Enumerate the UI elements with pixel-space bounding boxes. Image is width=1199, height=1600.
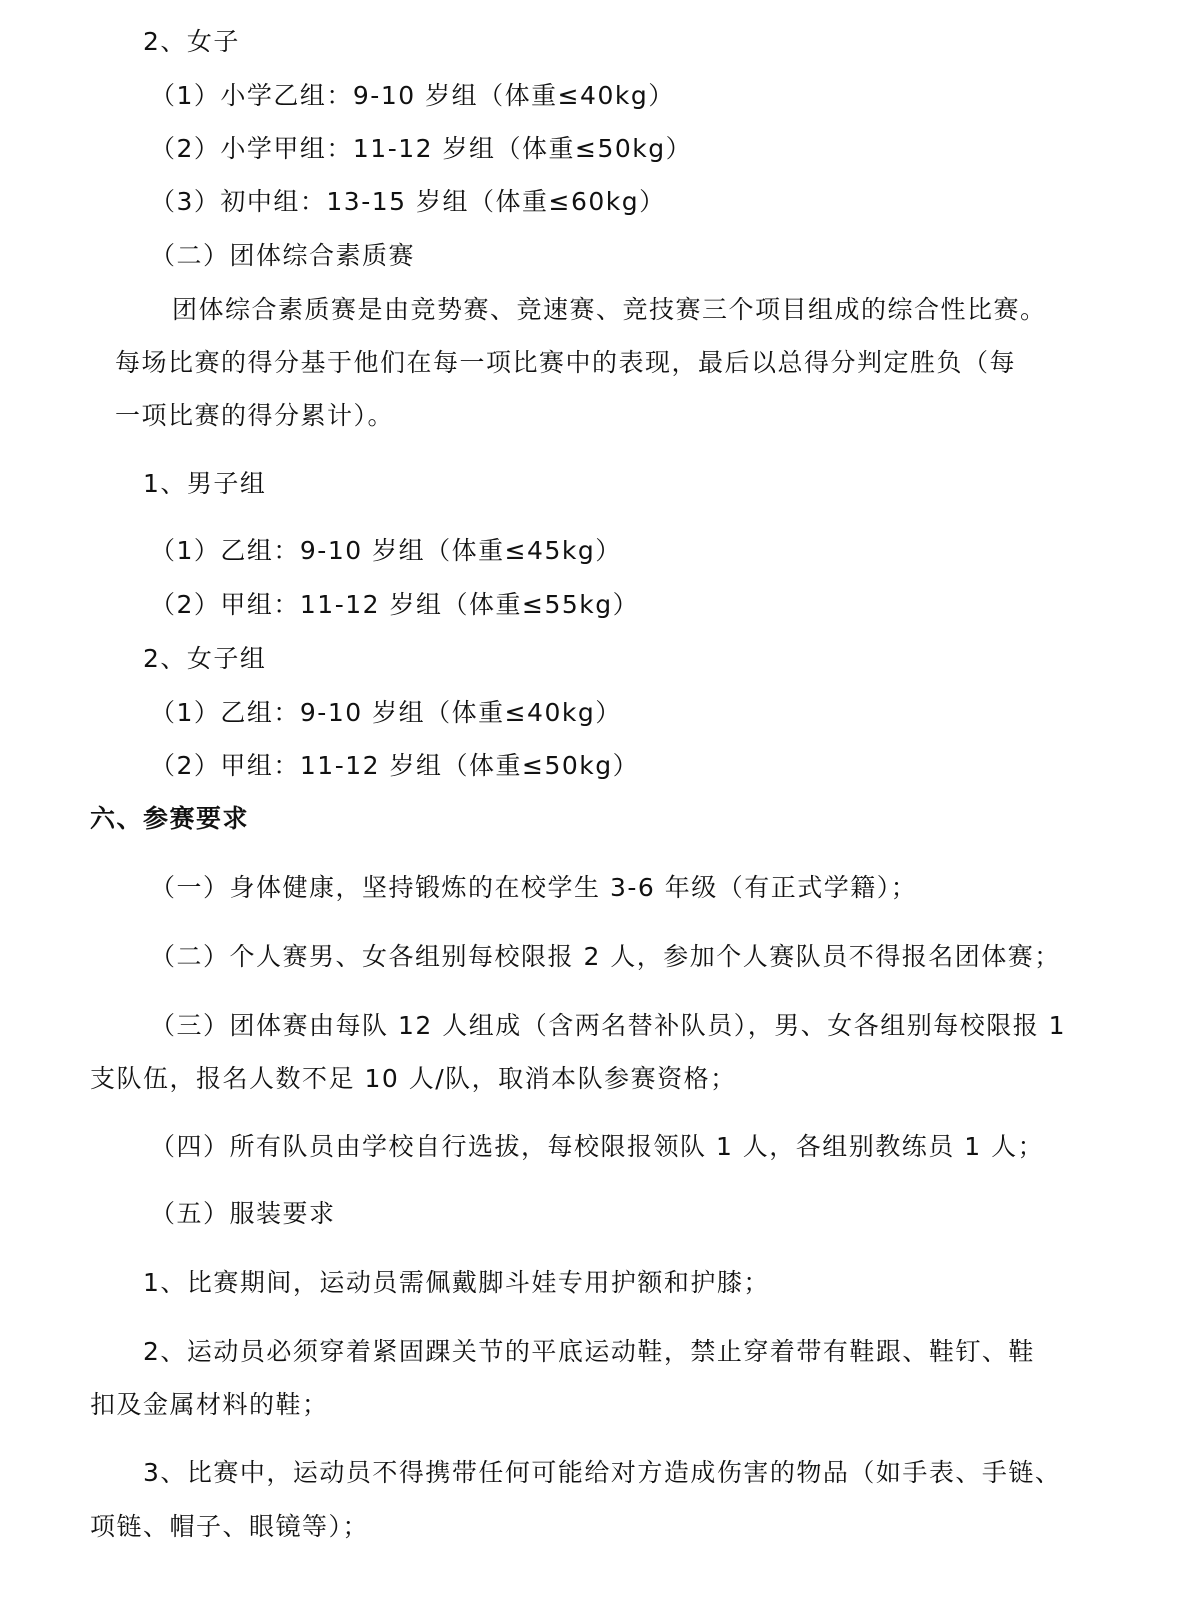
list-item: （2）甲组：11-12 岁组（体重≤55kg） <box>150 590 640 619</box>
clothing-item-continued: 项链、帽子、眼镜等）； <box>90 1512 370 1541</box>
subsection-title-clothing: （五）服装要求 <box>150 1199 336 1228</box>
clothing-item: 1、比赛期间，运动员需佩戴脚斗娃专用护额和护膝； <box>143 1268 770 1297</box>
list-item: （2）甲组：11-12 岁组（体重≤50kg） <box>150 751 640 780</box>
section-title-male-group: 1、男子组 <box>143 469 267 498</box>
clothing-item: 2、运动员必须穿着紧固踝关节的平底运动鞋，禁止穿着带有鞋跟、鞋钉、鞋 <box>143 1337 1035 1366</box>
list-item: （1）乙组：9-10 岁组（体重≤40kg） <box>150 698 622 727</box>
paragraph-line: 一项比赛的得分累计）。 <box>115 401 395 430</box>
list-item: （1）乙组：9-10 岁组（体重≤45kg） <box>150 536 622 565</box>
requirement-item-continued: 支队伍，报名人数不足 10 人/队，取消本队参赛资格； <box>90 1064 737 1093</box>
requirement-item: （一）身体健康，坚持锻炼的在校学生 3-6 年级（有正式学籍）； <box>150 873 918 902</box>
clothing-item: 3、比赛中，运动员不得携带任何可能给对方造成伤害的物品（如手表、手链、 <box>143 1458 1062 1487</box>
list-item: （2）小学甲组：11-12 岁组（体重≤50kg） <box>150 134 693 163</box>
section-title-female: 2、女子 <box>143 27 240 56</box>
list-item: （3）初中组：13-15 岁组（体重≤60kg） <box>150 187 666 216</box>
paragraph-line: 每场比赛的得分基于他们在每一项比赛中的表现，最后以总得分判定胜负（每 <box>115 348 1017 377</box>
paragraph-line: 团体综合素质赛是由竞势赛、竞速赛、竞技赛三个项目组成的综合性比赛。 <box>172 295 1047 324</box>
subsection-title-team: （二）团体综合素质赛 <box>150 241 416 270</box>
requirement-item: （二）个人赛男、女各组别每校限报 2 人，参加个人赛队员不得报名团体赛； <box>150 942 1061 971</box>
clothing-item-continued: 扣及金属材料的鞋； <box>90 1390 329 1419</box>
list-item: （1）小学乙组：9-10 岁组（体重≤40kg） <box>150 81 675 110</box>
requirement-item: （三）团体赛由每队 12 人组成（含两名替补队员），男、女各组别每校限报 1 <box>150 1011 1067 1040</box>
heading-requirements: 六、参赛要求 <box>90 804 250 833</box>
section-title-female-group: 2、女子组 <box>143 644 267 673</box>
requirement-item: （四）所有队员由学校自行选拔，每校限报领队 1 人，各组别教练员 1 人； <box>150 1132 1045 1161</box>
